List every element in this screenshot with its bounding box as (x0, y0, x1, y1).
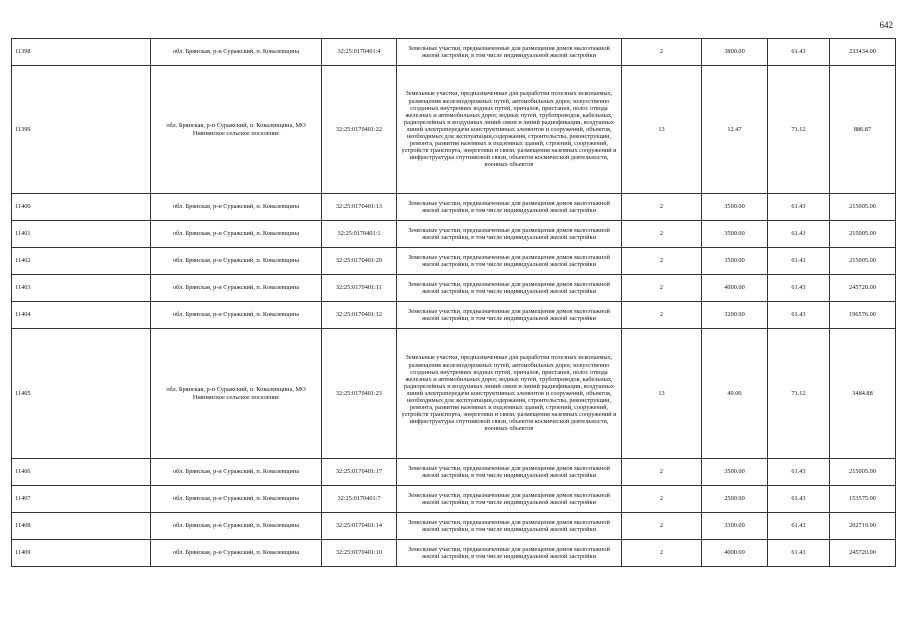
address-cell: обл. Брянская, р-н Суражский, п. Ковалевщина (151, 486, 322, 513)
land-use-cell: Земельные участки, предназначенные для размещения домов малоэтажной жилой застройки, в том числе индивидуальной жилой застройки (397, 221, 622, 248)
address-cell: обл. Брянская, р-н Суражский, п. Ковалевщина (151, 513, 322, 540)
table-row (12, 513, 896, 540)
group-code-cell: 2 (622, 275, 702, 302)
address-cell: обл. Брянская, р-н Суражский, п. Ковалевщина, МО Нивнянское сельское поселение (151, 66, 322, 194)
record-number: 11408 (12, 513, 151, 540)
cadastral-value-cell: 886.87 (830, 66, 896, 194)
address-cell: обл. Брянская, р-н Суражский, п. Ковалевщина (151, 39, 322, 66)
cadastral-number-cell: 32:25:0170401:11 (322, 275, 397, 302)
cadastral-number-cell: 32:25:0170401:13 (322, 194, 397, 221)
table-row (12, 540, 896, 567)
area-cell: 4000.00 (702, 540, 768, 567)
address-cell: обл. Брянская, р-н Суражский, п. Ковалевщина (151, 248, 322, 275)
rate-cell: 61.43 (768, 275, 830, 302)
record-number: 11399 (12, 66, 151, 194)
group-code-cell: 2 (622, 39, 702, 66)
table-row (12, 66, 896, 194)
area-cell: 3200.00 (702, 302, 768, 329)
address-cell: обл. Брянская, р-н Суражский, п. Ковалевщина (151, 194, 322, 221)
cadastral-value-cell: 215005.00 (830, 459, 896, 486)
address-cell: обл. Брянская, р-н Суражский, п. Ковалевщина (151, 275, 322, 302)
cadastral-value-cell: 202719.00 (830, 513, 896, 540)
record-number: 11406 (12, 459, 151, 486)
land-use-cell: Земельные участки, предназначенные для размещения домов малоэтажной жилой застройки, в том числе индивидуальной жилой застройки (397, 540, 622, 567)
land-use-cell: Земельные участки, предназначенные для размещения домов малоэтажной жилой застройки, в том числе индивидуальной жилой застройки (397, 459, 622, 486)
area-cell: 49.00 (702, 329, 768, 459)
cadastral-value-cell: 215005.00 (830, 248, 896, 275)
land-use-cell: Земельные участки, предназначенные для размещения домов малоэтажной жилой застройки, в том числе индивидуальной жилой застройки (397, 248, 622, 275)
table-row (12, 275, 896, 302)
record-number: 11407 (12, 486, 151, 513)
group-code-cell: 2 (622, 221, 702, 248)
cadastral-value-cell: 233434.00 (830, 39, 896, 66)
table-row (12, 194, 896, 221)
rate-cell: 61.43 (768, 302, 830, 329)
page-number: 642 (879, 20, 893, 30)
group-code-cell: 2 (622, 248, 702, 275)
rate-cell: 61.43 (768, 248, 830, 275)
area-cell: 3300.00 (702, 513, 768, 540)
land-use-cell: Земельные участки, предназначенные для размещения домов малоэтажной жилой застройки, в том числе индивидуальной жилой застройки (397, 194, 622, 221)
record-number: 11400 (12, 194, 151, 221)
group-code-cell: 2 (622, 194, 702, 221)
rate-cell: 61.43 (768, 513, 830, 540)
record-number: 11402 (12, 248, 151, 275)
cadastral-value-cell: 215005.00 (830, 221, 896, 248)
cadastral-number-cell: 32:25:0170401:4 (322, 39, 397, 66)
group-code-cell: 2 (622, 459, 702, 486)
cadastral-value-cell: 215005.00 (830, 194, 896, 221)
area-cell: 4000.00 (702, 275, 768, 302)
table-row (12, 486, 896, 513)
cadastral-number-cell: 32:25:0170401:20 (322, 248, 397, 275)
cadastral-value-cell: 153575.00 (830, 486, 896, 513)
group-code-cell: 13 (622, 66, 702, 194)
table-row (12, 302, 896, 329)
cadastral-number-cell: 32:25:0170401:10 (322, 540, 397, 567)
area-cell: 12.47 (702, 66, 768, 194)
address-cell: обл. Брянская, р-н Суражский, п. Ковалевщина (151, 540, 322, 567)
cadastral-number-cell: 32:25:0170401:23 (322, 329, 397, 459)
land-use-cell: Земельные участки, предназначенные для размещения домов малоэтажной жилой застройки, в том числе индивидуальной жилой застройки (397, 275, 622, 302)
address-cell: обл. Брянская, р-н Суражский, п. Ковалевщина (151, 459, 322, 486)
address-cell: обл. Брянская, р-н Суражский, п. Ковалевщина, МО Нивнянское сельское поселение (151, 329, 322, 459)
cadastral-number-cell: 32:25:0170401:17 (322, 459, 397, 486)
area-cell: 3500.00 (702, 194, 768, 221)
group-code-cell: 13 (622, 329, 702, 459)
rate-cell: 61.43 (768, 194, 830, 221)
group-code-cell: 2 (622, 540, 702, 567)
table-row (12, 39, 896, 66)
address-cell: обл. Брянская, р-н Суражский, п. Ковалевщина (151, 302, 322, 329)
land-use-cell: Земельные участки, предназначенные для разработки полезных ископаемых, размещения железнодорожных путей, автомобильных дорог, искусственно созданных внутренних водных путей, причалов, пристаней, полос отвода железных и автомобильных дорог, водных путей, трубопроводов, кабельных, радиорелейных и воздушных линий связи и линий радиофикации, воздушных линий электропередачи конструктивных элементов и сооружений, объектов, необходимых для эксплуатации,содержания, строительства, реконструкции, ремонта, развития наземных и подземных зданий, строений, сооружений, устройств транспорта, энергетики и связи; размещения наземных сооружений и инфраструктуры спутниковой связи, объектов космической деятельности, военных объектов (397, 66, 622, 194)
rate-cell: 61.43 (768, 540, 830, 567)
rate-cell: 61.43 (768, 486, 830, 513)
cadastral-value-cell: 196576.00 (830, 302, 896, 329)
land-use-cell: Земельные участки, предназначенные для размещения домов малоэтажной жилой застройки, в том числе индивидуальной жилой застройки (397, 513, 622, 540)
land-registry-table (11, 38, 896, 567)
land-use-cell: Земельные участки, предназначенные для размещения домов малоэтажной жилой застройки, в том числе индивидуальной жилой застройки (397, 486, 622, 513)
area-cell: 3800.00 (702, 39, 768, 66)
record-number: 11401 (12, 221, 151, 248)
area-cell: 3500.00 (702, 248, 768, 275)
record-number: 11404 (12, 302, 151, 329)
rate-cell: 71.12 (768, 329, 830, 459)
land-use-cell: Земельные участки, предназначенные для разработки полезных ископаемых, размещения железнодорожных путей, автомобильных дорог, искусственно созданных внутренних водных путей, причалов, пристаней, полос отвода железных и автомобильных дорог, водных путей, трубопроводов, кабельных, радиорелейных и воздушных линий связи и линий радиофикации, воздушных линий электропередачи конструктивных элементов и сооружений, объектов, необходимых для эксплуатации,содержания, строительства, реконструкции, ремонта, развития наземных и подземных зданий, строений, сооружений, устройств транспорта, энергетики и связи; размещения наземных сооружений и инфраструктуры спутниковой связи, объектов космической деятельности, военных объектов (397, 329, 622, 459)
address-cell: обл. Брянская, р-н Суражский, п. Ковалевщина (151, 221, 322, 248)
table-row (12, 221, 896, 248)
cadastral-number-cell: 32:25:0170401:1 (322, 221, 397, 248)
area-cell: 2500.00 (702, 486, 768, 513)
group-code-cell: 2 (622, 486, 702, 513)
cadastral-number-cell: 32:25:0170401:14 (322, 513, 397, 540)
rate-cell: 61.43 (768, 39, 830, 66)
group-code-cell: 2 (622, 302, 702, 329)
area-cell: 3500.00 (702, 221, 768, 248)
record-number: 11398 (12, 39, 151, 66)
group-code-cell: 2 (622, 513, 702, 540)
cadastral-value-cell: 3484.88 (830, 329, 896, 459)
rate-cell: 61.43 (768, 459, 830, 486)
rate-cell: 61.43 (768, 221, 830, 248)
table-row (12, 248, 896, 275)
cadastral-value-cell: 245720.00 (830, 540, 896, 567)
record-number: 11409 (12, 540, 151, 567)
area-cell: 3500.00 (702, 459, 768, 486)
land-use-cell: Земельные участки, предназначенные для размещения домов малоэтажной жилой застройки, в том числе индивидуальной жилой застройки (397, 39, 622, 66)
land-use-cell: Земельные участки, предназначенные для размещения домов малоэтажной жилой застройки, в том числе индивидуальной жилой застройки (397, 302, 622, 329)
cadastral-number-cell: 32:25:0170401:22 (322, 66, 397, 194)
record-number: 11403 (12, 275, 151, 302)
rate-cell: 71.12 (768, 66, 830, 194)
record-number: 11405 (12, 329, 151, 459)
table-row (12, 329, 896, 459)
cadastral-number-cell: 32:25:0170401:7 (322, 486, 397, 513)
cadastral-number-cell: 32:25:0170401:12 (322, 302, 397, 329)
cadastral-value-cell: 245720.00 (830, 275, 896, 302)
table-row (12, 459, 896, 486)
